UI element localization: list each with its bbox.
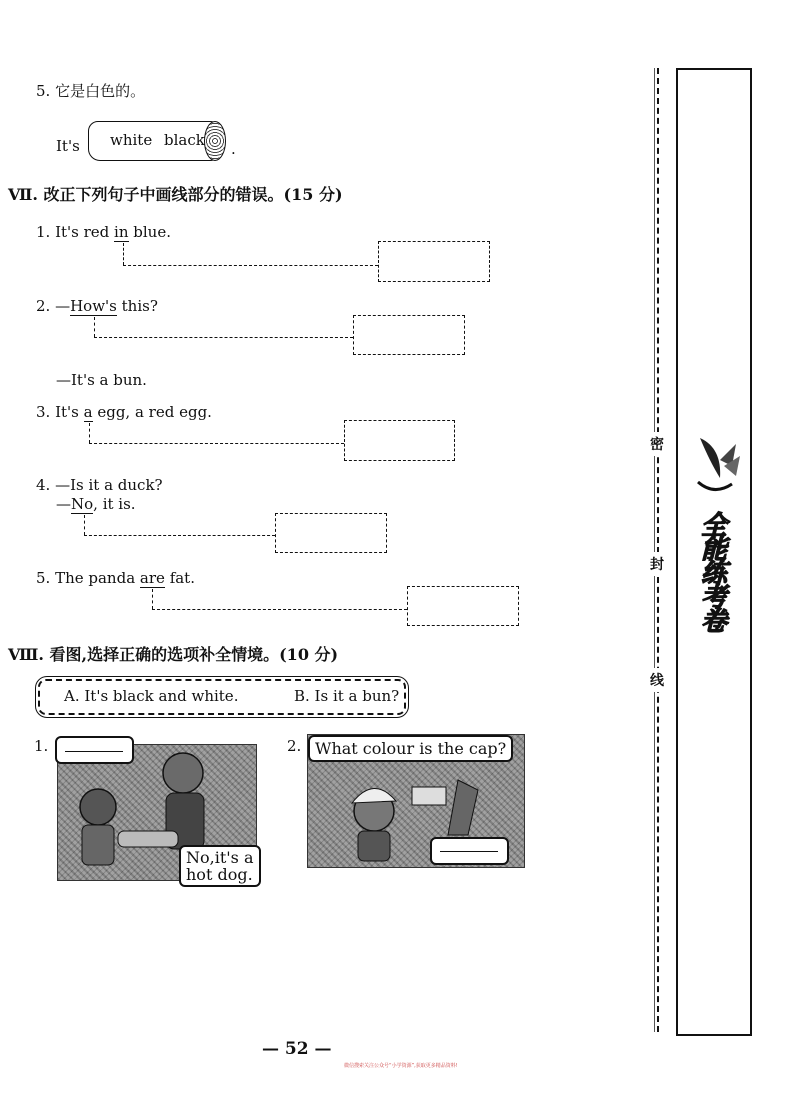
section8-heading: Ⅷ. 看图,选择正确的选项补全情境。(10 分) [8,645,339,664]
pic1-answer-blank[interactable] [65,751,123,752]
s7-item-2 [36,297,158,315]
page-number: — 52 — [262,1039,332,1059]
q5-prompt: 5. 它是白色的。 [36,82,146,100]
s7-item-5 [36,569,195,587]
s7-item-5-leader-v [152,589,153,609]
word-log [88,121,228,161]
s7-item-1-post: blue. [128,223,171,241]
s7-item-2-underlined: How's [70,297,117,315]
s7-item-1-answer-box[interactable] [378,241,490,282]
pic1-reply-bubble [179,845,261,887]
s7-item-5-answer-box[interactable] [407,586,519,626]
pic2-number: 2. [287,737,302,755]
option-b: B. Is it a bun? [294,687,400,705]
s7-item-4-line2 [56,495,136,513]
s7-item-2-post: this? [116,297,158,315]
s7-item-1 [36,223,171,241]
pic1-reply-line2: hot dog. [186,865,253,884]
s7-item-3-leader-h [89,443,344,444]
option-black[interactable]: black [164,131,205,149]
s7-item-5-pre: 5. The panda [36,569,140,587]
s7-item-4-answer-box[interactable] [275,513,387,553]
s7-item-1-leader-v [123,243,124,265]
log-end [204,121,226,161]
s7-item-3-leader-v [89,423,90,443]
pic1-number: 1. [34,737,49,755]
binding-dashed-line [657,68,659,1032]
s7-item-3-pre: 3. It's [36,403,84,421]
brand-logo [694,506,730,636]
pic1-reply-line1: No,it's a [186,848,254,867]
s7-item-4-post: , it is. [93,495,136,513]
s7-item-2-leader-v [94,317,95,337]
binding-char-3: 线 [650,668,664,692]
q5-period: . [231,140,236,158]
s7-item-3-post: egg, a red egg. [92,403,212,421]
binding-char-1: 密 [650,432,664,456]
q5-its: It's [56,137,80,155]
s7-item-2-reply: —It's a bun. [56,371,147,389]
s7-item-5-leader-h [152,609,407,610]
s7-item-4-pre: — [56,495,71,513]
s7-item-4-line1: 4. —Is it a duck? [36,476,163,494]
s7-item-1-leader-h [123,265,378,266]
s7-item-4-leader-v [84,515,85,535]
pic2-answer-blank[interactable] [440,851,498,852]
option-white[interactable]: white [110,131,153,149]
s7-item-2-answer-box[interactable] [353,315,465,355]
footer-note: 微信搜索关注公众号“小学资源”,获取更多精品资料! [344,1063,458,1069]
s7-item-1-pre: 1. It's red [36,223,115,241]
s7-item-1-underlined: in [114,223,129,241]
s7-item-3 [36,403,212,421]
s7-item-4-leader-h [84,535,275,536]
s7-item-4-underlined: No [71,495,94,513]
s7-item-5-underlined: are [139,569,165,587]
logo-emblem-icon [680,426,742,500]
binding-char-2: 封 [650,552,664,576]
s7-item-2-leader-h [94,337,353,338]
pic2-question-bubble: What colour is the cap? [308,735,513,762]
section7-heading: Ⅶ. 改正下列句子中画线部分的错误。(15 分) [8,185,343,204]
s7-item-3-underlined: a [83,403,93,421]
s7-item-3-answer-box[interactable] [344,420,455,461]
brand-text: 全能练考卷 [696,511,727,631]
s7-item-5-post: fat. [164,569,195,587]
s7-item-2-pre: 2. — [36,297,71,315]
pic1-question-bubble [55,736,134,764]
option-a: A. It's black and white. [64,687,239,705]
binding-solid-line [654,68,655,1032]
